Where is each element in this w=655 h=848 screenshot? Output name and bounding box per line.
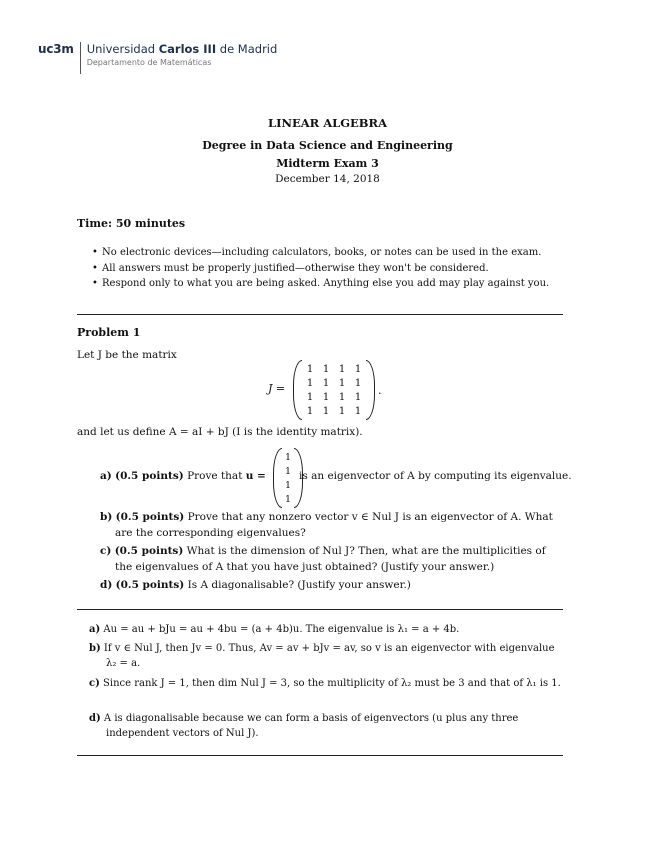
rule-item: • No electronic devices—including calculators, books, or notes can be used in the exam. — [92, 245, 572, 261]
matrix-label: J = — [268, 382, 286, 395]
answers-top-divider — [77, 609, 563, 610]
matrix-cell: 1 — [306, 377, 314, 389]
degree-title: Degree in Data Science and Engineering — [202, 139, 453, 152]
problem-intro: Let J be the matrix — [77, 349, 177, 361]
left-paren — [273, 448, 282, 508]
course-title: LINEAR ALGEBRA — [267, 116, 388, 130]
matrix-grid — [302, 362, 366, 418]
answers-bottom-divider — [77, 755, 563, 756]
rule-item: • All answers must be properly justified—otherwise they won't be considered. — [92, 261, 572, 277]
left-paren — [293, 360, 302, 420]
answer-b: b) If v ∈ Nul J, then Jv = 0. Thus, Av = av + bJv = av, so v is an eigenvector with eigenvalue λ₂ = a. — [89, 643, 555, 669]
header-divider — [80, 42, 81, 74]
question-a-continuation: is an eigenvector of A by computing its eigenvalue. — [299, 470, 572, 482]
matrix-j — [293, 360, 382, 420]
answer-d: d) A is diagonalisable because we can form a basis of eigenvectors (u plus any three independent vectors of Nul J). — [89, 713, 519, 739]
rule-item: • Respond only to what you are being asked. Anything else you add may play against you. — [92, 276, 572, 292]
question-b: b) (0.5 points) Prove that any nonzero vector v ∈ Nul J is an eigenvector of A. What are the corresponding eigenvalues? — [100, 511, 553, 539]
matrix-cell: 1 — [338, 405, 346, 417]
right-paren — [366, 360, 375, 420]
uc3m-logo: uc3m — [38, 42, 74, 56]
matrix-cell: 1 — [354, 405, 362, 417]
vector-cell: 1 — [284, 465, 292, 477]
vector-cell: 1 — [284, 451, 292, 463]
matrix-cell: 1 — [338, 377, 346, 389]
matrix-cell: 1 — [338, 363, 346, 375]
question-d: d) (0.5 points) Is A diagonalisable? (Justify your answer.) — [100, 579, 411, 591]
question-c: c) (0.5 points) What is the dimension of Nul J? Then, what are the multiplicities of the eigenvalues of A that you have just obtained? (Justify your answer.) — [100, 545, 546, 573]
vector-cell: 1 — [284, 493, 292, 505]
matrix-cell: 1 — [306, 391, 314, 403]
institution-header — [38, 42, 277, 78]
answer-a: a) Au = au + bJu = au + 4bu = (a + 4b)u. The eigenvalue is λ₁ = a + 4b. — [89, 624, 460, 635]
matrix-cell: 1 — [354, 363, 362, 375]
matrix-cell: 1 — [322, 405, 330, 417]
definition-line: and let us define A = aI + bJ (I is the identity matrix). — [77, 426, 363, 438]
matrix-cell: 1 — [322, 363, 330, 375]
problem-title: Problem 1 — [77, 326, 141, 339]
exam-rules — [92, 245, 572, 292]
matrix-cell: 1 — [322, 391, 330, 403]
matrix-cell: 1 — [354, 391, 362, 403]
matrix-trailer: . — [378, 383, 382, 397]
vector-grid — [282, 450, 294, 506]
university-name: Universidad Carlos III de Madrid — [86, 42, 278, 56]
time-limit: Time: 50 minutes — [77, 217, 186, 230]
matrix-cell: 1 — [306, 363, 314, 375]
answer-c: c) Since rank J = 1, then dim Nul J = 3, so the multiplicity of λ₂ must be 3 and that of λ₁ is 1. — [89, 678, 561, 689]
section-divider — [77, 314, 563, 315]
matrix-cell: 1 — [322, 377, 330, 389]
exam-title: Midterm Exam 3 — [276, 157, 379, 170]
exam-date: December 14, 2018 — [275, 173, 380, 185]
question-a: a) (0.5 points) Prove that u = — [100, 470, 266, 482]
department-name: Departamento de Matemáticas — [86, 58, 212, 67]
vector-cell: 1 — [284, 479, 292, 491]
matrix-cell: 1 — [338, 391, 346, 403]
matrix-cell: 1 — [354, 377, 362, 389]
matrix-cell: 1 — [306, 405, 314, 417]
